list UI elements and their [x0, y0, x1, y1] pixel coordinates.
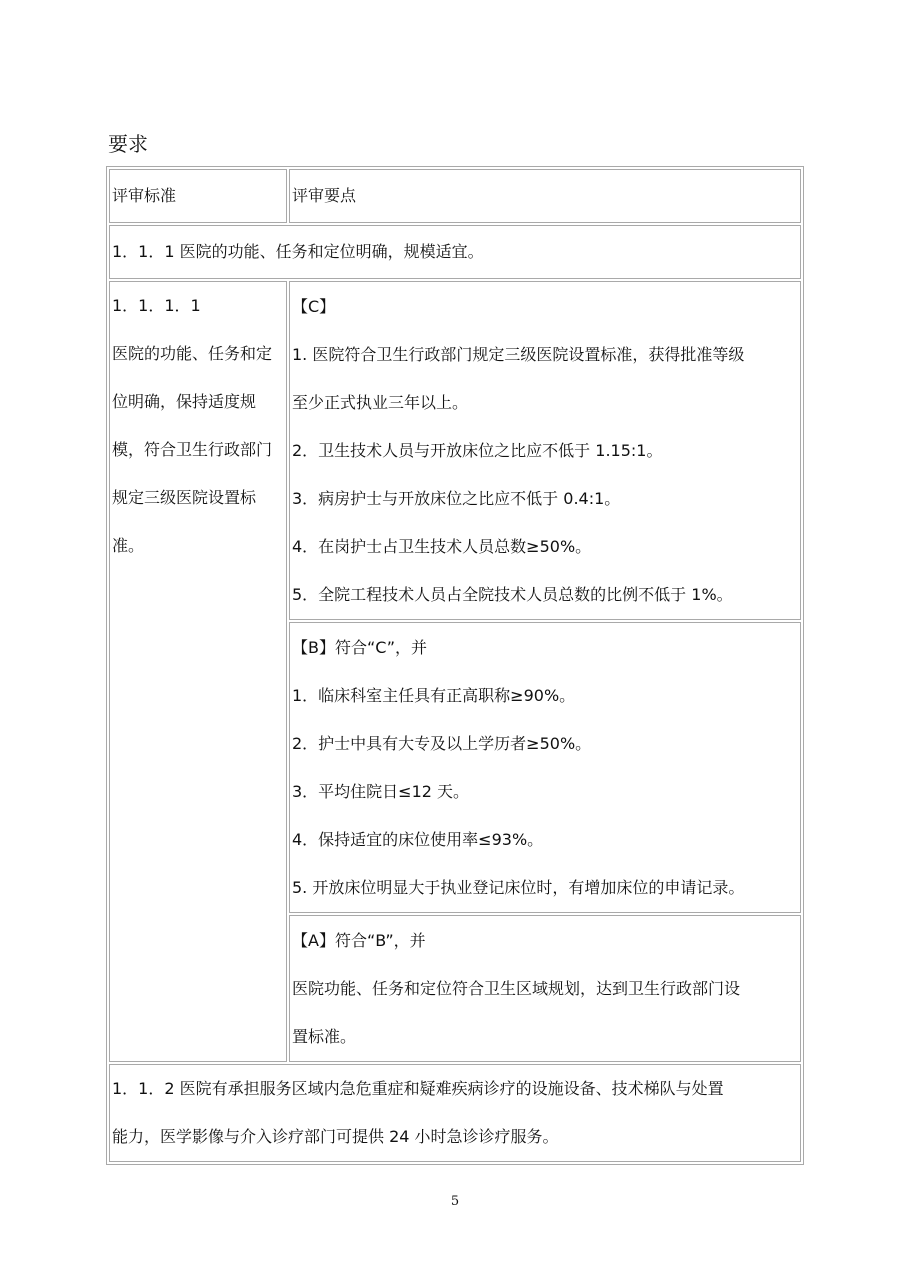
grade-b-item: 4．保持适宜的床位使用率≤93%。 [292, 830, 544, 849]
section-1-1-1: 1．1．1 医院的功能、任务和定位明确，规模适宜。 [109, 225, 801, 279]
section-1-1-2 [109, 1064, 801, 1162]
criterion-line: 规定三级医院设置标 [112, 488, 257, 507]
grade-b-item: 5. 开放床位明显大于执业登记床位时，有增加床位的申请记录。 [292, 878, 745, 897]
page-number: 5 [450, 1194, 460, 1209]
grade-c-item: 1. 医院符合卫生行政部门规定三级医院设置标准，获得批准等级 [292, 345, 745, 364]
section-row [109, 1064, 801, 1162]
grade-b-item: 1．临床科室主任具有正高职称≥90%。 [292, 686, 576, 705]
grade-b-title: 【B】符合“C”，并 [292, 638, 428, 657]
grade-c-item: 至少正式执业三年以上。 [292, 393, 469, 412]
grade-c-item: 2．卫生技术人员与开放床位之比应不低于 1.15:1。 [292, 441, 663, 460]
header-key-points: 评审要点 [289, 169, 801, 223]
header-standard: 评审标准 [109, 169, 287, 223]
criterion-id: 1．1．1．1 [112, 296, 201, 315]
section-1-1-2-line: 能力，医学影像与介入诊疗部门可提供 24 小时急诊诊疗服务。 [112, 1127, 559, 1146]
criterion-line: 位明确，保持适度规 [112, 392, 257, 411]
criterion-cell [109, 281, 287, 1062]
review-standards-table [106, 166, 804, 1165]
grade-a-item: 置标准。 [292, 1027, 357, 1046]
section-row [109, 225, 801, 279]
criterion-line: 准。 [112, 536, 145, 555]
grade-b-cell [289, 622, 801, 913]
table-header-row [109, 169, 801, 223]
grade-a-title: 【A】符合“B”，并 [292, 931, 426, 950]
grade-c-title: 【C】 [292, 297, 336, 316]
page-heading: 要求 [108, 132, 148, 156]
grade-b-item: 3．平均住院日≤12 天。 [292, 782, 470, 801]
criterion-line: 模，符合卫生行政部门 [112, 440, 273, 459]
criterion-line: 医院的功能、任务和定 [112, 344, 273, 363]
grade-c-row [109, 281, 801, 620]
grade-c-item: 5．全院工程技术人员占全院技术人员总数的比例不低于 1%。 [292, 585, 733, 604]
grade-a-cell [289, 915, 801, 1062]
section-1-1-2-line: 1．1．2 医院有承担服务区域内急危重症和疑难疾病诊疗的设施设备、技术梯队与处置 [112, 1079, 724, 1098]
grade-b-item: 2．护士中具有大专及以上学历者≥50%。 [292, 734, 592, 753]
grade-c-cell [289, 281, 801, 620]
grade-c-item: 3．病房护士与开放床位之比应不低于 0.4:1。 [292, 489, 621, 508]
grade-c-item: 4．在岗护士占卫生技术人员总数≥50%。 [292, 537, 592, 556]
grade-a-item: 医院功能、任务和定位符合卫生区域规划，达到卫生行政部门设 [292, 979, 741, 998]
